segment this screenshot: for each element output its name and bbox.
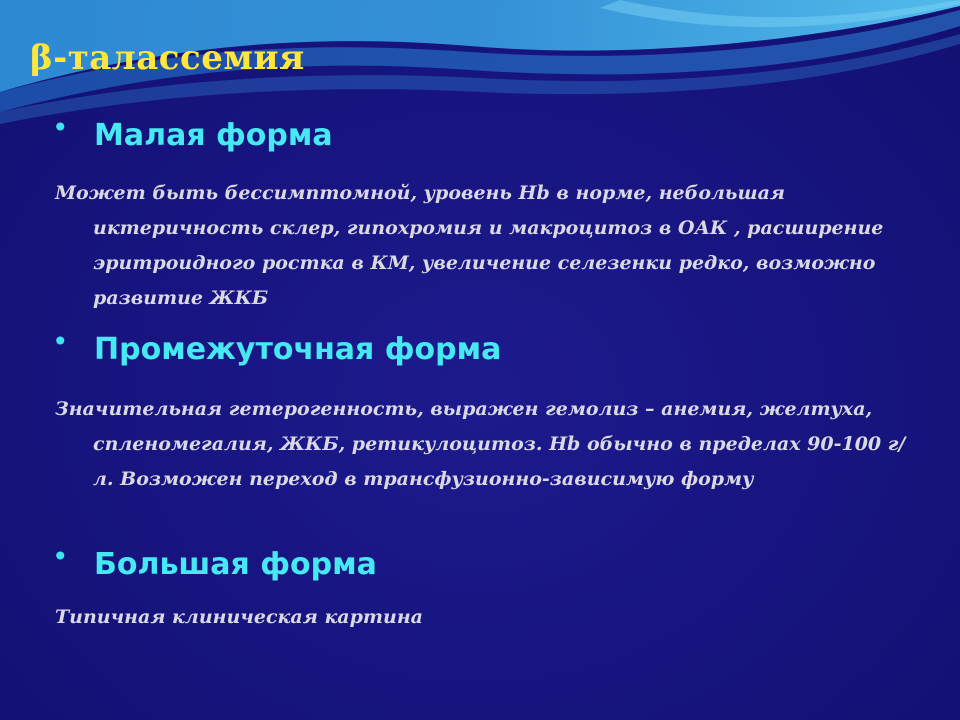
slide-title: β-талассемия bbox=[30, 38, 305, 78]
section-heading: Большая форма bbox=[94, 547, 377, 582]
bullet-icon: • bbox=[52, 540, 69, 573]
section-heading-row bbox=[52, 540, 377, 583]
section-description: Значительная гетерогенность, выражен гемолиз – анемия, желтуха, спленомегалия, ЖКБ, ретикулоцитоз. Hb обычно в пределах 90-100 г/л. Возможен переход в трансфузионно-зависимую форму bbox=[55, 398, 906, 490]
section-heading: Промежуточная форма bbox=[94, 332, 502, 367]
section-heading-row bbox=[52, 325, 502, 368]
section-description: Может быть бессимптомной, уровень Hb в норме, небольшая иктеричность склер, гипохромия и макроцитоз в ОАК , расширение эритроидного ростка в КМ, увеличение селезенки редко, возможно развитие ЖКБ bbox=[55, 182, 884, 309]
section-description: Типичная клиническая картина bbox=[55, 606, 423, 628]
section-heading-row bbox=[52, 111, 333, 154]
bullet-icon: • bbox=[52, 325, 69, 358]
section-heading: Малая форма bbox=[94, 118, 333, 153]
bullet-icon: • bbox=[52, 111, 69, 144]
